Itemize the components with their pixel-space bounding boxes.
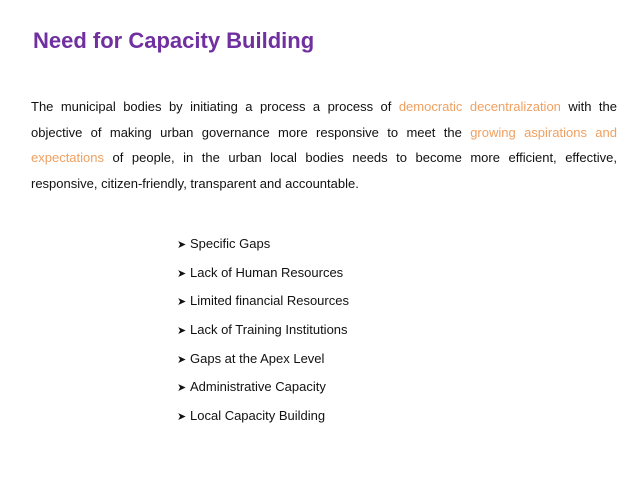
arrow-bullet-icon: ➤	[177, 267, 187, 280]
list-item	[177, 291, 349, 320]
bullet-text: Administrative Capacity	[190, 379, 326, 395]
bullet-text: Specific Gaps	[190, 236, 271, 251]
arrow-bullet-icon: ➤	[177, 353, 187, 366]
bullet-text: Lack of Training Institutions	[190, 322, 348, 338]
arrow-bullet-icon: ➤	[177, 382, 187, 395]
highlight-democratic-decentralization: democratic decentralization	[398, 99, 561, 114]
arrow-bullet-icon: ➤	[177, 239, 187, 251]
bullet-text: Limited financial Resources	[190, 293, 349, 309]
list-item	[177, 263, 349, 292]
bullet-text: Gaps at the Apex Level	[190, 350, 325, 366]
bullet-text: Lack of Human Resources	[190, 264, 344, 280]
list-item	[177, 406, 349, 435]
paragraph-text-1: The municipal bodies by initiating a process a process of	[31, 99, 399, 114]
arrow-bullet-icon: ➤	[177, 325, 187, 338]
highlight-growing-aspirations: growing aspirations and expectations	[31, 124, 617, 165]
paragraph-text-2: with the objective of making urban governance more responsive to meet the	[31, 99, 617, 140]
list-item	[177, 234, 349, 263]
paragraph-text-3: of people, in the urban local bodies needs to become more efficient, effective, responsive, citizen-friendly, transparent and accountable.	[31, 150, 617, 191]
gaps-bullet-list	[177, 234, 349, 435]
list-item	[177, 320, 349, 349]
list-item	[177, 377, 349, 406]
slide-title: Need for Capacity Building	[33, 28, 315, 53]
list-item	[177, 349, 349, 378]
arrow-bullet-icon: ➤	[177, 296, 187, 309]
bullet-text: Local Capacity Building	[190, 408, 326, 424]
intro-paragraph	[31, 94, 617, 196]
arrow-bullet-icon: ➤	[177, 411, 187, 424]
